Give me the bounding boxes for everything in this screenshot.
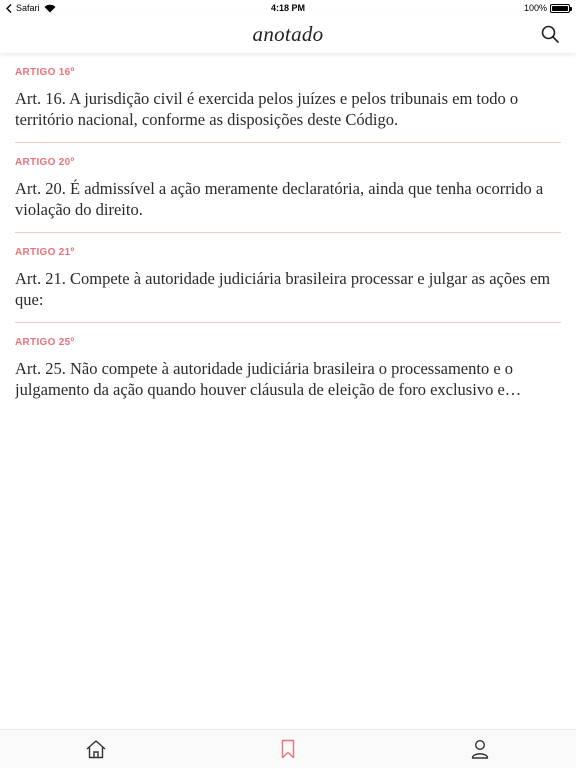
app-title: anotado bbox=[252, 22, 324, 46]
article-text: Art. 25. Não compete à autoridade judiciária brasileira o processamento e o julgamento da ação quando houver cláusula de eleição de foro exclusivo e… bbox=[15, 359, 522, 399]
bookmark-icon bbox=[281, 739, 295, 759]
tab-home[interactable] bbox=[76, 730, 116, 769]
wifi-icon bbox=[44, 4, 56, 13]
article-label: ARTIGO 21º bbox=[15, 247, 75, 258]
tab-profile[interactable] bbox=[460, 730, 500, 769]
status-bar bbox=[0, 0, 576, 16]
article-list bbox=[0, 53, 576, 412]
status-time: 4:18 PM bbox=[270, 3, 305, 13]
list-item[interactable] bbox=[15, 323, 561, 412]
home-icon bbox=[85, 739, 107, 759]
list-item[interactable] bbox=[15, 53, 561, 143]
profile-icon bbox=[471, 739, 489, 759]
article-label: ARTIGO 20º bbox=[15, 157, 75, 168]
search-icon[interactable] bbox=[540, 24, 560, 44]
article-label: ARTIGO 25º bbox=[15, 337, 75, 348]
tab-bar bbox=[0, 729, 576, 768]
nav-bar bbox=[0, 16, 576, 53]
battery-percent: 100% bbox=[523, 3, 547, 13]
list-item[interactable] bbox=[15, 143, 561, 233]
status-left bbox=[6, 3, 56, 13]
list-item[interactable] bbox=[15, 233, 561, 323]
battery-icon bbox=[550, 4, 570, 13]
article-label: ARTIGO 16º bbox=[15, 67, 75, 78]
article-text: Art. 20. É admissível a ação meramente declaratória, ainda que tenha ocorrido a violação do direito. bbox=[15, 179, 544, 219]
article-text: Art. 21. Compete à autoridade judiciária brasileira processar e julgar as ações em que: bbox=[15, 269, 551, 309]
tab-bookmarks[interactable] bbox=[268, 730, 308, 769]
back-arrow-icon[interactable] bbox=[6, 4, 12, 13]
carrier-label: Safari bbox=[16, 3, 40, 13]
status-right bbox=[524, 3, 570, 13]
article-text: Art. 16. A jurisdição civil é exercida pelos juízes e pelos tribunais em todo o território nacional, conforme as disposições deste Código. bbox=[15, 89, 519, 129]
